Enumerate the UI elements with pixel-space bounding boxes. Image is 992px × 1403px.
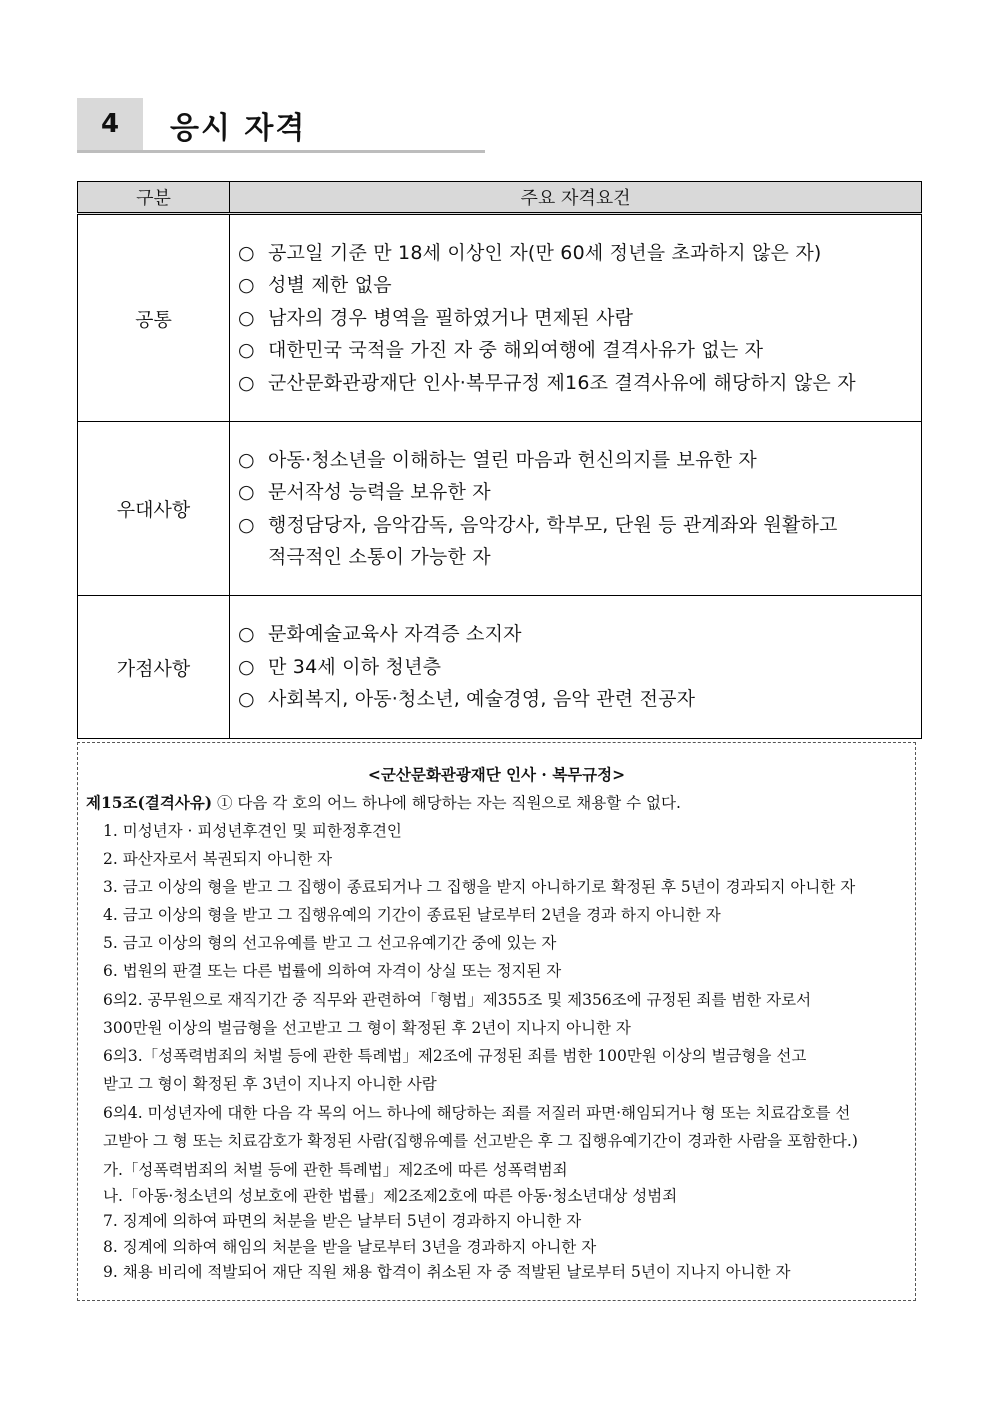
regulation-item: 받고 그 형이 확정된 후 3년이 지나지 아니한 사람 xyxy=(103,1075,437,1093)
circle-bullet-icon: ○ xyxy=(238,655,255,678)
regulation-title: <군산문화관광재단 인사 · 복무규정> xyxy=(367,765,626,784)
circle-bullet-icon: ○ xyxy=(238,481,255,504)
list-item: ○ 사회복지, 아동·청소년, 예술경영, 음악 관련 전공자 xyxy=(238,683,911,715)
regulation-item: 7. 징계에 의하여 파면의 처분을 받은 날부터 5년이 경과하지 아니한 자 xyxy=(103,1212,582,1230)
circle-bullet-icon: ○ xyxy=(238,371,255,394)
regulation-item: 6. 법원의 판결 또는 다른 법률에 의하여 자격이 상실 또는 정지된 자 xyxy=(103,962,562,980)
regulation-item: 고받아 그 형 또는 치료감호가 확정된 사람(집행유예를 선고받은 후 그 집행유예기간이 경과한 사람을 포함한다.) xyxy=(103,1132,858,1150)
list-item: ○ 성별 제한 없음 xyxy=(238,269,911,301)
regulation-item: 6의4. 미성년자에 대한 다음 각 목의 어느 하나에 해당하는 죄를 저질러 파면·해임되거나 형 또는 치료감호를 선 xyxy=(103,1104,851,1122)
table-row xyxy=(78,422,922,596)
list-item: ○ 문서작성 능력을 보유한 자 xyxy=(238,476,911,508)
header-category: 구분 xyxy=(78,182,230,214)
header-requirements: 주요 자격요건 xyxy=(230,182,922,214)
list-item: ○ 대한민국 국적을 가진 자 중 해외여행에 결격사유가 없는 자 xyxy=(238,334,911,366)
regulation-item: 6의2. 공무원으로 재직기간 중 직무와 관련하여「형법」제355조 및 제356조에 규정된 죄를 범한 자로서 xyxy=(103,991,812,1009)
regulation-item: 2. 파산자로서 복권되지 아니한 자 xyxy=(103,850,333,868)
circle-bullet-icon: ○ xyxy=(238,623,255,646)
list-item: ○ 공고일 기준 만 18세 이상인 자(만 60세 정년을 초과하지 않은 자) xyxy=(238,237,911,269)
row-category-preference: 우대사항 xyxy=(78,422,230,596)
qualification-table xyxy=(77,181,922,739)
regulation-item: 6의3.「성폭력범죄의 처벌 등에 관한 특례법」제2조에 규정된 죄를 범한 100만원 이상의 벌금형을 선고 xyxy=(103,1047,807,1065)
regulation-item: 4. 금고 이상의 형을 받고 그 집행유예의 기간이 종료된 날로부터 2년을 경과 하지 아니한 자 xyxy=(103,906,721,924)
table-row xyxy=(78,214,922,422)
circle-bullet-icon: ○ xyxy=(238,241,255,264)
regulation-item: 300만원 이상의 벌금형을 선고받고 그 형이 확정된 후 2년이 지나지 아니한 자 xyxy=(103,1019,631,1037)
table-header-row xyxy=(78,182,922,214)
regulation-item: 3. 금고 이상의 형을 받고 그 집행이 종료되거나 그 집행을 받지 아니하기로 확정된 후 5년이 경과되지 아니한 자 xyxy=(103,878,856,896)
row-category-bonus: 가점사항 xyxy=(78,596,230,739)
circle-bullet-icon: ○ xyxy=(238,688,255,711)
regulation-item: 8. 징계에 의하여 해임의 처분을 받을 날로부터 3년을 경과하지 아니한 자 xyxy=(103,1238,597,1256)
section-underline xyxy=(77,150,485,153)
article-heading xyxy=(86,793,907,813)
circle-bullet-icon: ○ xyxy=(238,513,255,536)
circle-bullet-icon: ○ xyxy=(238,306,255,329)
circle-bullet-icon: ○ xyxy=(238,274,255,297)
section-number: 4 xyxy=(77,98,143,150)
row-items xyxy=(230,214,922,422)
article-label: 제15조(결격사유) xyxy=(86,793,213,812)
table-row xyxy=(78,596,922,739)
article-text: ① 다음 각 호의 어느 하나에 해당하는 자는 직원으로 채용할 수 없다. xyxy=(212,794,681,812)
row-items xyxy=(230,596,922,739)
list-item: ○ 아동·청소년을 이해하는 열린 마음과 헌신의지를 보유한 자 xyxy=(238,444,911,476)
list-item-continuation: 적극적인 소통이 가능한 자 xyxy=(268,545,491,568)
circle-bullet-icon: ○ xyxy=(238,448,255,471)
list-item: ○ 행정담당자, 음악감독, 음악강사, 학부모, 단원 등 관계좌와 원활하고 xyxy=(238,509,911,541)
row-category-common: 공통 xyxy=(78,214,230,422)
regulation-item: 가.「성폭력범죄의 처벌 등에 관한 특례법」제2조에 따른 성폭력범죄 xyxy=(103,1161,568,1179)
section-title: 응시 자격 xyxy=(170,111,307,146)
list-item: ○ 군산문화관광재단 인사·복무규정 제16조 결격사유에 해당하지 않은 자 xyxy=(238,367,911,399)
list-item: ○ 문화예술교육사 자격증 소지자 xyxy=(238,618,911,650)
list-item: ○ 남자의 경우 병역을 필하였거나 면제된 사람 xyxy=(238,302,911,334)
regulation-box xyxy=(77,742,916,1301)
circle-bullet-icon: ○ xyxy=(238,339,255,362)
regulation-item: 5. 금고 이상의 형의 선고유예를 받고 그 선고유예기간 중에 있는 자 xyxy=(103,934,557,952)
regulation-item: 9. 채용 비리에 적발되어 재단 직원 채용 합격이 취소된 자 중 적발된 날로부터 5년이 지나지 아니한 자 xyxy=(103,1263,791,1281)
list-item: ○ 만 34세 이하 청년층 xyxy=(238,651,911,683)
row-items xyxy=(230,422,922,596)
regulation-item: 1. 미성년자 · 피성년후견인 및 피한정후견인 xyxy=(103,822,402,840)
regulation-item: 나.「아동·청소년의 성보호에 관한 법률」제2조제2호에 따른 아동·청소년대상 성범죄 xyxy=(103,1187,678,1205)
